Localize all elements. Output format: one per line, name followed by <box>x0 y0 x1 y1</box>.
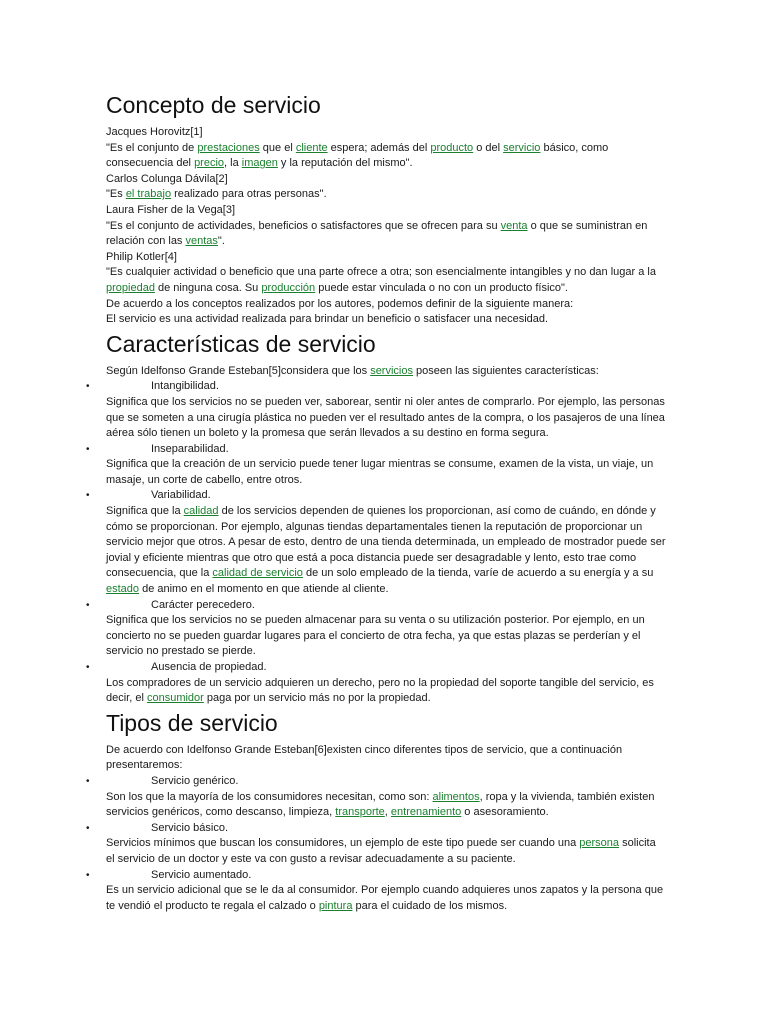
link-pintura[interactable]: pintura <box>318 899 353 912</box>
bullet-icon: • <box>86 775 90 787</box>
list-item <box>86 821 666 868</box>
paragraph: Philip Kotler[4] <box>106 250 177 263</box>
list-item <box>86 774 666 821</box>
link-propiedad[interactable]: propiedad <box>106 281 155 294</box>
link-ventas[interactable]: ventas <box>185 235 218 248</box>
link-cliente[interactable]: cliente <box>295 141 328 154</box>
list-item-description: Son los que la mayoría de los consumidores necesitan, como son: alimentos, ropa y la vivienda, también existen servicios genéricos, como descanso, limpieza, transporte, entrenamiento o asesoramiento. <box>106 790 655 819</box>
paragraph: El servicio es una actividad realizada para brindar un beneficio o satisfacer una necesidad. <box>106 313 549 326</box>
paragraph: "Es el conjunto de actividades, beneficios o satisfactores que se ofrecen para su venta o que se suministran en relación con las ventas". <box>106 219 648 248</box>
list-item-description: Significa que la calidad de los servicios dependen de quienes los proporcionan, así como de cuándo, en dónde y cómo se proporcionan. Por ejemplo, algunas tiendas departamentales tienen la reputación de proporcionar un servicio mejor que otros. A pesar de esto, dentro de una tienda determinada, un empleado de mostrador puede ser jovial y eficiente mientras que otro que está a poca distancia puede ser desagradable y lento, esto trae como consecuencia, que la calidad de servicio de un solo empleado de la tienda, varíe de acuerdo a su energía y a su estado de animo en el momento en que atiende al cliente. <box>106 505 666 596</box>
paragraph: Jacques Horovitz[1] <box>106 126 203 138</box>
link-servicio[interactable]: servicio <box>503 141 541 154</box>
list-item-heading <box>86 660 666 676</box>
list-item-label: Intangibilidad. <box>151 380 219 393</box>
bullet-icon: • <box>86 599 90 611</box>
list-item-description: Significa que los servicios no se pueden almacenar para su venta o su utilización posterior. Por ejemplo, en un concierto no se pueden guardar lugares para el concierto de otra fecha, ya que estas plazas se perderían y el servicio no prestado se pierde. <box>106 614 645 658</box>
list-item-heading <box>86 598 666 614</box>
caracteristicas-list <box>86 379 666 706</box>
link-calidad-de-servicio[interactable]: calidad de servicio <box>212 567 303 580</box>
list-item-description: Es un servicio adicional que se le da al consumidor. Por ejemplo cuando adquieres unos zapatos y la persona que te vendió el producto te regala el calzado o pintura para el cuidado de los mismos. <box>106 884 664 912</box>
list-item-label: Carácter perecedero. <box>151 598 255 611</box>
bullet-icon: • <box>86 443 90 455</box>
link-persona[interactable]: persona <box>579 837 620 850</box>
section-heading-tipos: Tipos de servicio <box>106 709 278 736</box>
section-heading-caracteristicas: Características de servicio <box>106 330 376 357</box>
list-item-heading <box>86 868 666 884</box>
list-item-heading <box>86 821 666 837</box>
list-item-description: Significa que la creación de un servicio puede tener lugar mientras se consume, examen de la vista, un viaje, un masaje, un corte de cabello, entre otros. <box>106 458 654 486</box>
list-item <box>86 660 666 707</box>
list-item-label: Variabilidad. <box>151 489 211 502</box>
link-venta[interactable]: venta <box>500 219 528 232</box>
paragraph: "Es el conjunto de prestaciones que el cliente espera; además del producto o del servicio básico, como consecuencia del precio, la imagen y la reputación del mismo". <box>106 141 609 170</box>
paragraph: "Es cualquier actividad o beneficio que una parte ofrece a otra; son esencialmente intangibles y no dan lugar a la propiedad de ninguna cosa. Su producción puede estar vinculada o no con un producto físico". <box>106 266 656 294</box>
section-heading-concepto: Concepto de servicio <box>106 92 321 118</box>
list-item-label: Servicio básico. <box>151 821 229 834</box>
list-item-description: Servicios mínimos que buscan los consumidores, un ejemplo de este tipo puede ser cuando una persona solicita el servicio de un doctor y este va con gusto a revisar adecuadamente a su paciente. <box>106 837 656 865</box>
link-entrenamiento[interactable]: entrenamiento <box>390 806 462 819</box>
link-alimentos[interactable]: alimentos <box>432 790 480 803</box>
link-producto[interactable]: producto <box>430 141 474 154</box>
bullet-icon: • <box>86 822 90 834</box>
list-item <box>86 442 666 489</box>
link-estado[interactable]: estado <box>106 583 140 596</box>
link-calidad[interactable]: calidad <box>183 505 219 518</box>
list-item-heading <box>86 379 666 395</box>
list-item-heading <box>86 774 666 790</box>
document-body <box>86 90 666 914</box>
link-precio[interactable]: precio <box>194 157 225 170</box>
link-produccion[interactable]: producción <box>261 281 316 294</box>
link-imagen[interactable]: imagen <box>241 157 278 170</box>
bullet-icon: • <box>86 490 90 502</box>
list-item <box>86 598 666 660</box>
list-item-heading <box>86 488 666 504</box>
bullet-icon: • <box>86 869 90 881</box>
list-item <box>86 488 666 597</box>
list-item <box>86 868 666 915</box>
list-item <box>86 379 666 441</box>
list-item-label: Inseparabilidad. <box>151 442 229 455</box>
paragraph: De acuerdo a los conceptos realizados por los autores, podemos definir de la siguiente manera: <box>106 297 574 310</box>
tipos-list <box>86 774 666 914</box>
link-servicios[interactable]: servicios <box>370 364 413 377</box>
bullet-icon: • <box>86 381 90 393</box>
paragraph: Laura Fisher de la Vega[3] <box>106 203 236 216</box>
list-item-heading <box>86 442 666 458</box>
section-concepto-body <box>106 125 666 328</box>
paragraph: "Es el trabajo realizado para otras personas". <box>106 188 327 201</box>
list-item-label: Servicio genérico. <box>151 774 239 787</box>
section-caracteristicas-intro: Según Idelfonso Grande Esteban[5]considera que los servicios poseen las siguientes características: <box>106 364 599 377</box>
link-prestaciones[interactable]: prestaciones <box>197 141 260 154</box>
link-transporte[interactable]: transporte <box>335 806 385 819</box>
list-item-label: Ausencia de propiedad. <box>151 661 267 673</box>
list-item-label: Servicio aumentado. <box>151 868 252 881</box>
bullet-icon: • <box>86 662 90 673</box>
list-item-description: Significa que los servicios no se pueden ver, saborear, sentir ni oler antes de comprarlo. Por ejemplo, las personas que se someten a una cirugía plástica no pueden ver el resultado antes de la compra, o los pasajeros de una línea aérea sólo tienen un boleto y la promesa que serán llevados a su destino en forma segura. <box>106 395 665 440</box>
list-item-description: Los compradores de un servicio adquieren un derecho, pero no la propiedad del soporte tangible del servicio, es decir, el consumidor paga por un servicio más no por la propiedad. <box>106 676 654 705</box>
section-tipos-intro: De acuerdo con Idelfonso Grande Esteban[6]existen cinco diferentes tipos de servicio, que a continuación presentaremos: <box>106 743 623 772</box>
link-el-trabajo[interactable]: el trabajo <box>125 188 172 201</box>
paragraph: Carlos Colunga Dávila[2] <box>106 172 228 185</box>
link-consumidor[interactable]: consumidor <box>146 692 204 705</box>
